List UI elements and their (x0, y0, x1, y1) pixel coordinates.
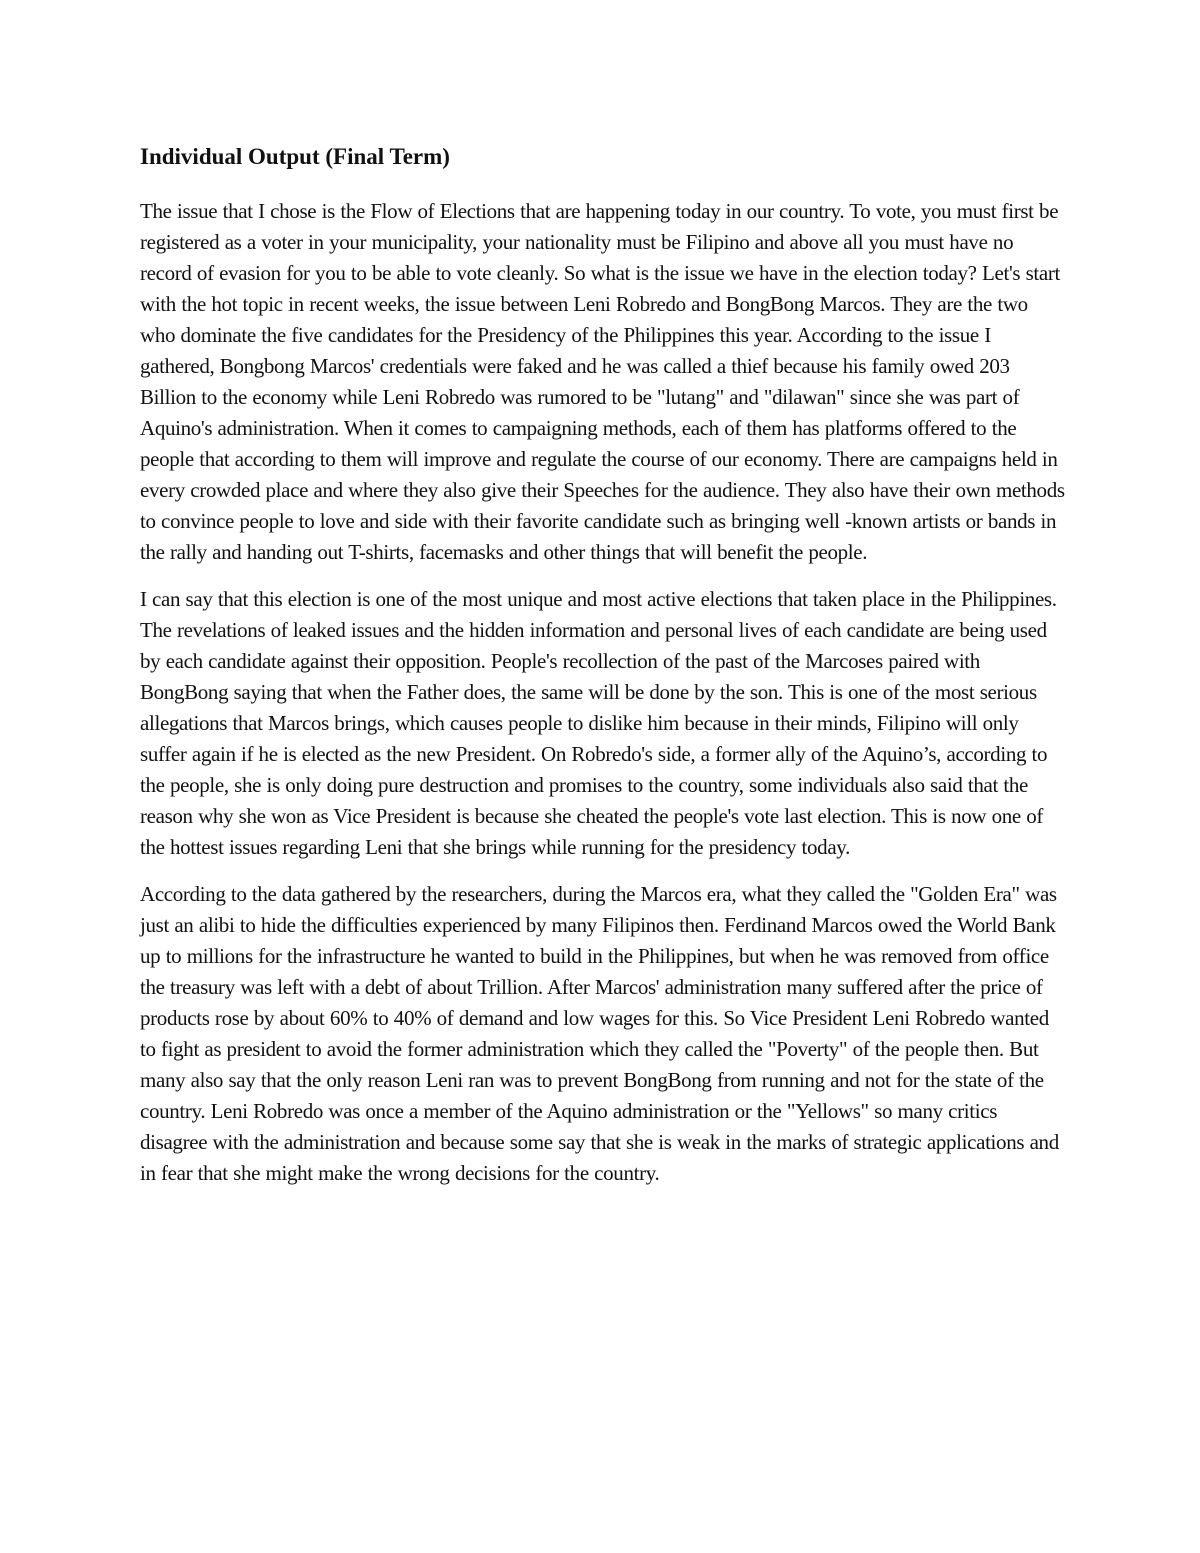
document-title: Individual Output (Final Term) (140, 144, 450, 169)
document-body (140, 140, 1065, 1205)
paragraph-1: The issue that I chose is the Flow of Elections that are happening today in our country. To vote, you must first be registered as a voter in your municipality, your nationality must be Filipino and above all you must have no record of evasion for you to be able to vote cleanly. So what is the issue we have in the election today? Let's start with the hot topic in recent weeks, the issue between Leni Robredo and BongBong Marcos. They are the two who dominate the five candidates for the Presidency of the Philippines this year. According to the issue I gathered, Bongbong Marcos' credentials were faked and he was called a thief because his family owed 203 Billion to the economy while Leni Robredo was rumored to be "lutang" and "dilawan" since she was part of Aquino's administration. When it comes to campaigning methods, each of them has platforms offered to the people that according to them will improve and regulate the course of our economy. There are campaigns held in every crowded place and where they also give their Speeches for the audience. They also have their own methods to convince people to love and side with their favorite candidate such as bringing well -known artists or bands in the rally and handing out T-shirts, facemasks and other things that will benefit the people. (140, 199, 1065, 564)
paragraph-3: According to the data gathered by the researchers, during the Marcos era, what they called the "Golden Era" was just an alibi to hide the difficulties experienced by many Filipinos then. Ferdinand Marcos owed the World Bank up to millions for the infrastructure he wanted to build in the Philippines, but when he was removed from office the treasury was left with a debt of about Trillion. After Marcos' administration many suffered after the price of products rose by about 60% to 40% of demand and low wages for this. So Vice President Leni Robredo wanted to fight as president to avoid the former administration which they called the "Poverty" of the people then. But many also say that the only reason Leni ran was to prevent BongBong from running and not for the state of the country. Leni Robredo was once a member of the Aquino administration or the "Yellows" so many critics disagree with the administration and because some say that she is weak in the marks of strategic applications and in fear that she might make the wrong decisions for the country. (140, 882, 1059, 1185)
paragraph-2: I can say that this election is one of the most unique and most active elections that taken place in the Philippines. The revelations of leaked issues and the hidden information and personal lives of each candidate are being used by each candidate against their opposition. People's recollection of the past of the Marcoses paired with BongBong saying that when the Father does, the same will be done by the son. This is one of the most serious allegations that Marcos brings, which causes people to dislike him because in their minds, Filipino will only suffer again if he is elected as the new President. On Robredo's side, a former ally of the Aquino’s, according to the people, she is only doing pure destruction and promises to the country, some individuals also said that the reason why she won as Vice President is because she cheated the people's vote last election. This is now one of the hottest issues regarding Leni that she brings while running for the presidency today. (140, 587, 1057, 859)
